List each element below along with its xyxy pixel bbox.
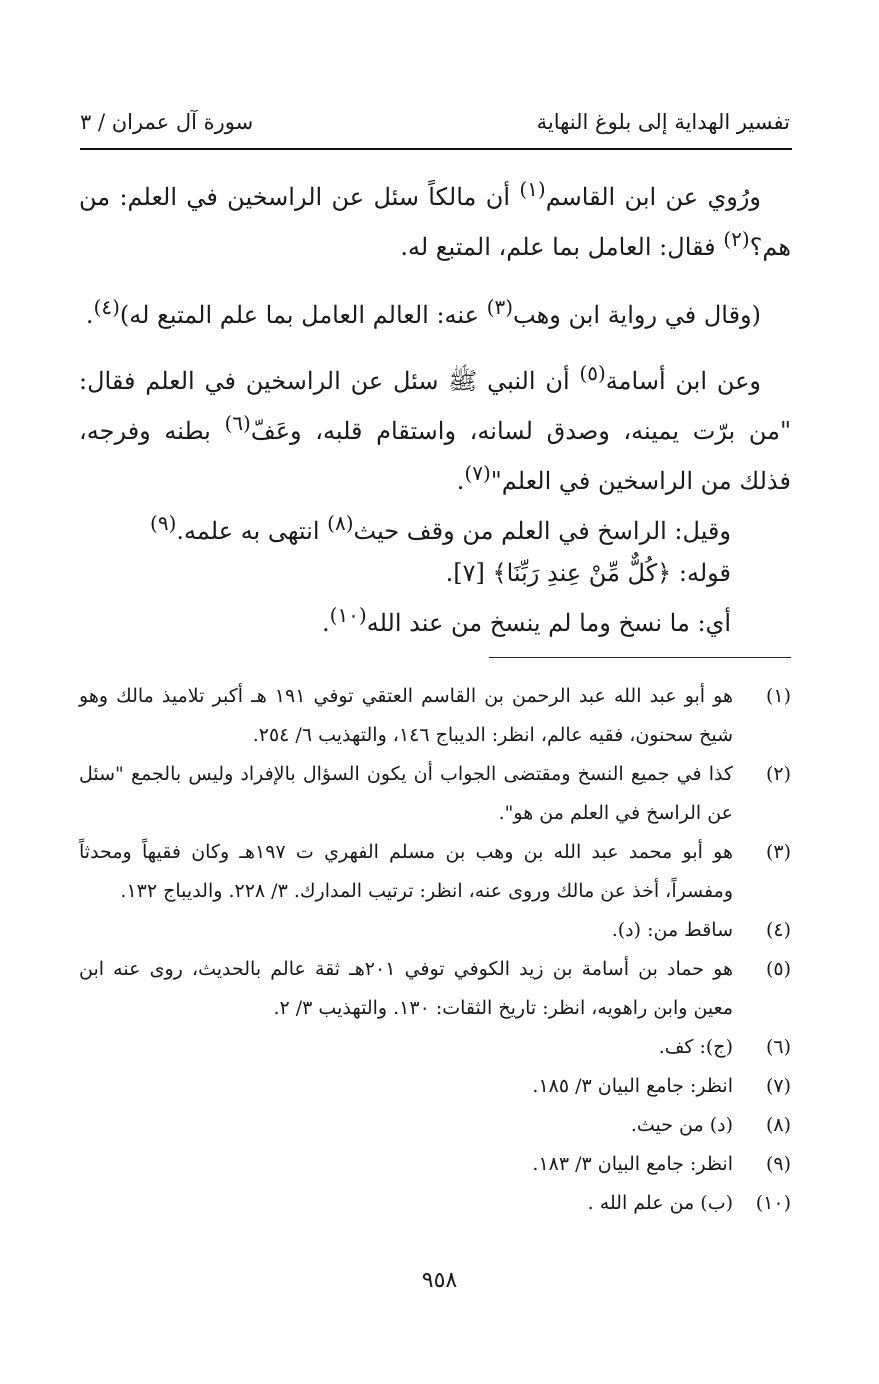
paragraph-1: ورُوي عن ابن القاسم$^{(١)}$ أن مالكاً سئل عن الراسخين في العلم: من هم؟$^{(٢)}$ فقال: العامل بما علم، المتبع له. [79,177,791,261]
footnote [79,755,791,833]
footnote [79,950,791,1028]
quran-verse: ﴿كُلٌّ مِّنْ عِندِ رَبِّنَا﴾ [492,559,672,587]
footnote [79,1028,791,1067]
footnote-ref: (١٠) [329,603,367,627]
footnote-ref: (٤) [93,295,120,319]
footnote-ref: (٩) [150,511,177,535]
footnote-text: ساقط من: (د). [611,919,733,941]
footnote-text: هو حماد بن أسامة بن زيد الكوفي توفي ٢٠١هـ ثقة عالم بالحديث، روى عنه ابن معين وابن راهويه، انظر: تاريخ الثقات: ١٣٠. والتهذيب ٣/ ٢. [79,958,733,1019]
footnote [79,1067,791,1106]
paragraph-5: قوله: ﴿كُلٌّ مِّنْ عِندِ رَبِّنَا﴾ [٧]. [445,559,731,587]
indented-block [79,502,791,644]
footnote-text: (ج): كف. [658,1036,733,1058]
footnote-number: (٩) [765,1153,791,1175]
footnote-text: كذا في جميع النسخ ومقتضى الجواب أن يكون السؤال بالإفراد وليس بالجمع "سئل عن الراسخ في العلم من هو". [79,763,733,824]
book-title: تفسير الهداية إلى بلوغ النهاية [536,110,790,134]
footnote [79,677,791,755]
footnote-ref: (٨) [327,511,354,535]
footnote-number: (٦) [765,1036,791,1058]
footnote-number: (٢) [765,763,791,785]
footnote-ref: (٣) [486,295,513,319]
footnote-rule [489,657,791,658]
footnote-number: (٧) [765,1075,791,1097]
surah-title: سورة آل عمران / ٣ [80,110,254,134]
footnote-number: (٣) [765,841,791,863]
footnote [79,911,791,950]
footnote-text: هو أبو عبد الله عبد الرحمن بن القاسم العتقي توفي ١٩١ هـ أكبر تلاميذ مالك وهو شيخ سحنون، فقيه عالم، انظر: الديباج ١٤٦، والتهذيب ٦/ ٢٥٤. [79,685,733,746]
paragraph-3: وعن ابن أسامة$^{(٥)}$ أن النبي ﷺ سئل عن الراسخين في العلم فقال: "من برّت يمينه، وصدق لسانه، واستقام قلبه، وعَفّ$^{(٦)}$ بطنه وفرجه، فذلك من الراسخين في العلم"$^{(٧)}$. [79,361,791,495]
footnotes [79,677,791,1223]
footnote-number: (١٠) [755,1192,791,1214]
paragraph-4: وقيل: الراسخ في العلم من وقف حيث$^{(٨)}$ انتهى به علمه.$^{(٩)}$ [150,511,731,545]
footnote [79,1184,791,1223]
paragraph-2: (وقال في رواية ابن وهب$^{(٣)}$ عنه: العالم العامل بما علم المتبع له)$^{(٤)}$. [85,295,761,329]
header-rule [80,148,792,150]
footnote [79,833,791,911]
paragraph-6: أي: ما نسخ وما لم ينسخ من عند الله$^{(١٠)}$. [321,603,731,637]
footnote-ref: (٦) [224,411,251,435]
footnote-ref: (٢) [723,227,750,251]
footnote-number: (٤) [765,919,791,941]
footnote-number: (٥) [765,958,791,980]
running-header [80,110,790,144]
footnote-ref: (٥) [579,361,606,385]
footnote-text: (د) من حيث. [630,1114,733,1136]
footnote-text: (ب) من علم الله . [587,1192,733,1214]
footnote [79,1145,791,1184]
footnote-text: انظر: جامع البيان ٣/ ١٨٣. [532,1153,733,1175]
footnote-text: انظر: جامع البيان ٣/ ١٨٥. [532,1075,733,1097]
footnote-number: (٨) [765,1114,791,1136]
footnote [79,1106,791,1145]
footnote-text: هو أبو محمد عبد الله بن وهب بن مسلم الفهري ت ١٩٧هـ وكان فقيهاً ومحدثاً ومفسراً، أخذ عن مالك وروى عنه، انظر: ترتيب المدارك. ٣/ ٢٢٨. والديباج ١٣٢. [79,841,733,902]
footnote-ref: (١) [519,177,546,201]
footnote-number: (١) [765,685,791,707]
page-number: ٩٥٨ [421,1268,458,1293]
main-text [79,168,791,644]
footnote-ref: (٧) [464,461,491,485]
